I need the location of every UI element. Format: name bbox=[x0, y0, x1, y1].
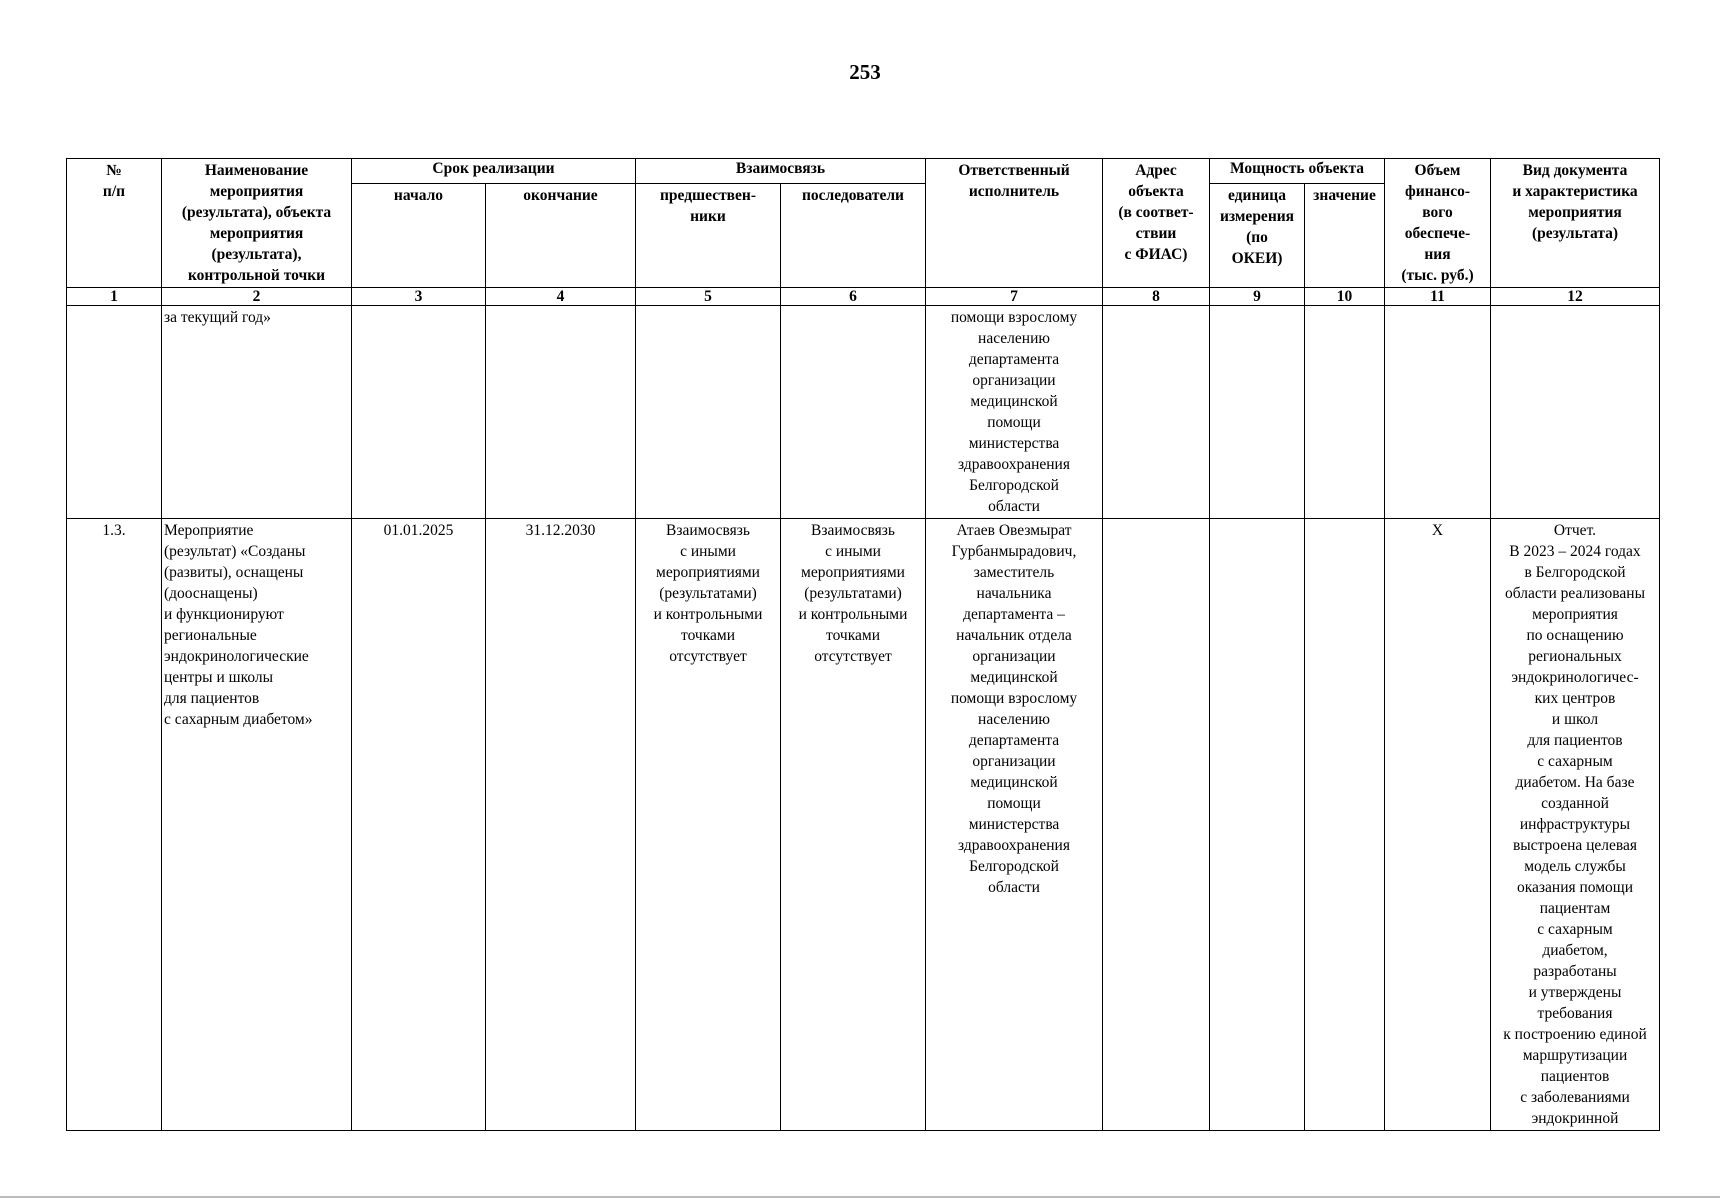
header-post: последователи bbox=[781, 184, 926, 288]
header-row-1 bbox=[67, 159, 1660, 184]
row-address bbox=[1103, 519, 1210, 1131]
row-responsible: Атаев Овезмырат Гурбанмырадович, заместитель начальника департамента – начальник отдела организации медицинской помощи взрослому населению департамента организации медицинской помощи министерства здравоохранения Белгородской области bbox=[926, 519, 1103, 1131]
row-unit bbox=[1210, 306, 1305, 519]
bottom-edge-divider bbox=[0, 1196, 1720, 1198]
row-start: 01.01.2025 bbox=[352, 519, 486, 1131]
header-start: начало bbox=[352, 184, 486, 288]
header-pred: предшествен- ники bbox=[636, 184, 781, 288]
row-num: 1.3. bbox=[67, 519, 162, 1131]
row-num bbox=[67, 306, 162, 519]
column-number: 3 bbox=[352, 288, 486, 306]
column-number: 6 bbox=[781, 288, 926, 306]
row-name: Мероприятие (результат) «Созданы (развиты), оснащены (дооснащены) и функционируют региональные эндокринологические центры и школы для пациентов с сахарным диабетом» bbox=[162, 519, 352, 1131]
table-row bbox=[67, 519, 1660, 1131]
row-name: за текущий год» bbox=[162, 306, 352, 519]
column-number-row bbox=[67, 288, 1660, 306]
row-post: Взаимосвязь с иными мероприятиями (результатами) и контрольными точками отсутствует bbox=[781, 519, 926, 1131]
column-number: 11 bbox=[1385, 288, 1491, 306]
header-end: окончание bbox=[486, 184, 636, 288]
row-end bbox=[486, 306, 636, 519]
header-value: значение bbox=[1305, 184, 1385, 288]
header-unit: единица измерения (по ОКЕИ) bbox=[1210, 184, 1305, 288]
column-number: 4 bbox=[486, 288, 636, 306]
column-number: 7 bbox=[926, 288, 1103, 306]
page-number: 253 bbox=[849, 60, 881, 84]
row-post bbox=[781, 306, 926, 519]
header-group-vzaim: Взаимосвязь bbox=[636, 159, 926, 184]
row-doc: Отчет. В 2023 – 2024 годах в Белгородской области реализованы мероприятия по оснащению региональных эндокринологичес- ких центров и школ для пациентов с сахарным диабетом. На базе созданной инфраструктуры выстроена целевая модель службы оказания помощи пациентам с сахарным диабетом, разработаны и утверждены требования к построению единой маршрутизации пациентов с заболеваниями эндокринной bbox=[1491, 519, 1660, 1131]
row-pred bbox=[636, 306, 781, 519]
header-group-moshn: Мощность объекта bbox=[1210, 159, 1385, 184]
row-start bbox=[352, 306, 486, 519]
column-number: 12 bbox=[1491, 288, 1660, 306]
row-responsible: помощи взрослому населению департамента организации медицинской помощи министерства здравоохранения Белгородской области bbox=[926, 306, 1103, 519]
column-number: 9 bbox=[1210, 288, 1305, 306]
header-group-srok: Срок реализации bbox=[352, 159, 636, 184]
row-unit bbox=[1210, 519, 1305, 1131]
column-number: 1 bbox=[67, 288, 162, 306]
row-pred: Взаимосвязь с иными мероприятиями (результатами) и контрольными точками отсутствует bbox=[636, 519, 781, 1131]
header-responsible: Ответственный исполнитель bbox=[926, 159, 1103, 288]
row-end: 31.12.2030 bbox=[486, 519, 636, 1131]
column-number: 8 bbox=[1103, 288, 1210, 306]
row-doc bbox=[1491, 306, 1660, 519]
table-row bbox=[67, 306, 1660, 519]
row-address bbox=[1103, 306, 1210, 519]
column-number: 5 bbox=[636, 288, 781, 306]
header-doc: Вид документа и характеристика мероприятия (результата) bbox=[1491, 159, 1660, 288]
header-finance: Объем финансо- вого обеспече- ния (тыс. руб.) bbox=[1385, 159, 1491, 288]
activities-table bbox=[66, 158, 1660, 1131]
header-num: № п/п bbox=[67, 159, 162, 288]
row-value bbox=[1305, 306, 1385, 519]
header-address: Адрес объекта (в соответ- ствии с ФИАС) bbox=[1103, 159, 1210, 288]
column-number: 10 bbox=[1305, 288, 1385, 306]
row-finance bbox=[1385, 306, 1491, 519]
row-value bbox=[1305, 519, 1385, 1131]
header-name: Наименование мероприятия (результата), объекта мероприятия (результата), контрольной точки bbox=[162, 159, 352, 288]
column-number: 2 bbox=[162, 288, 352, 306]
row-finance: Х bbox=[1385, 519, 1491, 1131]
